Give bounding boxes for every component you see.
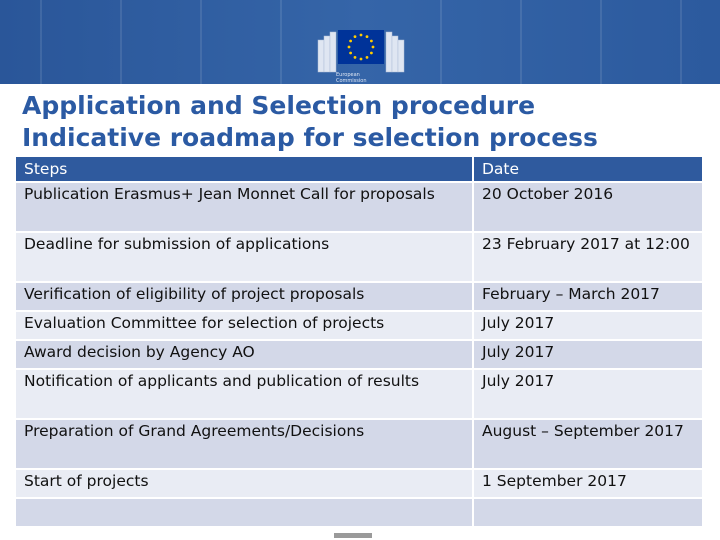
header-banner xyxy=(0,0,720,84)
table-row xyxy=(15,340,703,369)
step-cell: Deadline for submission of applications xyxy=(15,232,473,282)
step-cell: Verification of eligibility of project proposals xyxy=(15,282,473,311)
step-cell: Start of projects xyxy=(15,469,473,498)
logo-caption: European Commission xyxy=(336,72,367,84)
step-cell: Publication Erasmus+ Jean Monnet Call for proposals xyxy=(15,182,473,232)
date-cell: July 2017 xyxy=(473,340,703,369)
step-cell: Award decision by Agency AO xyxy=(15,340,473,369)
table-row xyxy=(15,182,703,232)
date-cell: July 2017 xyxy=(473,369,703,419)
table-row xyxy=(15,469,703,498)
step-cell: Notification of applicants and publication of results xyxy=(15,369,473,419)
table-header-row xyxy=(15,156,703,182)
table-row xyxy=(15,498,703,527)
table-row xyxy=(15,311,703,340)
step-cell xyxy=(15,498,473,527)
title-line-2: Indicative roadmap for selection process xyxy=(22,123,598,152)
table-row xyxy=(15,282,703,311)
footer-bar xyxy=(334,533,372,538)
step-cell: Preparation of Grand Agreements/Decisions xyxy=(15,419,473,469)
table-row xyxy=(15,369,703,419)
date-cell: 23 February 2017 at 12:00 xyxy=(473,232,703,282)
table-row xyxy=(15,419,703,469)
column-header-date: Date xyxy=(473,156,703,182)
table-row xyxy=(15,232,703,282)
date-cell: 20 October 2016 xyxy=(473,182,703,232)
date-cell xyxy=(473,498,703,527)
title-line-1: Application and Selection procedure xyxy=(22,91,536,120)
date-cell: July 2017 xyxy=(473,311,703,340)
roadmap-table xyxy=(14,155,704,528)
date-cell: February – March 2017 xyxy=(473,282,703,311)
page-title xyxy=(22,90,712,154)
date-cell: 1 September 2017 xyxy=(473,469,703,498)
column-header-steps: Steps xyxy=(15,156,473,182)
date-cell: August – September 2017 xyxy=(473,419,703,469)
step-cell: Evaluation Committee for selection of projects xyxy=(15,311,473,340)
